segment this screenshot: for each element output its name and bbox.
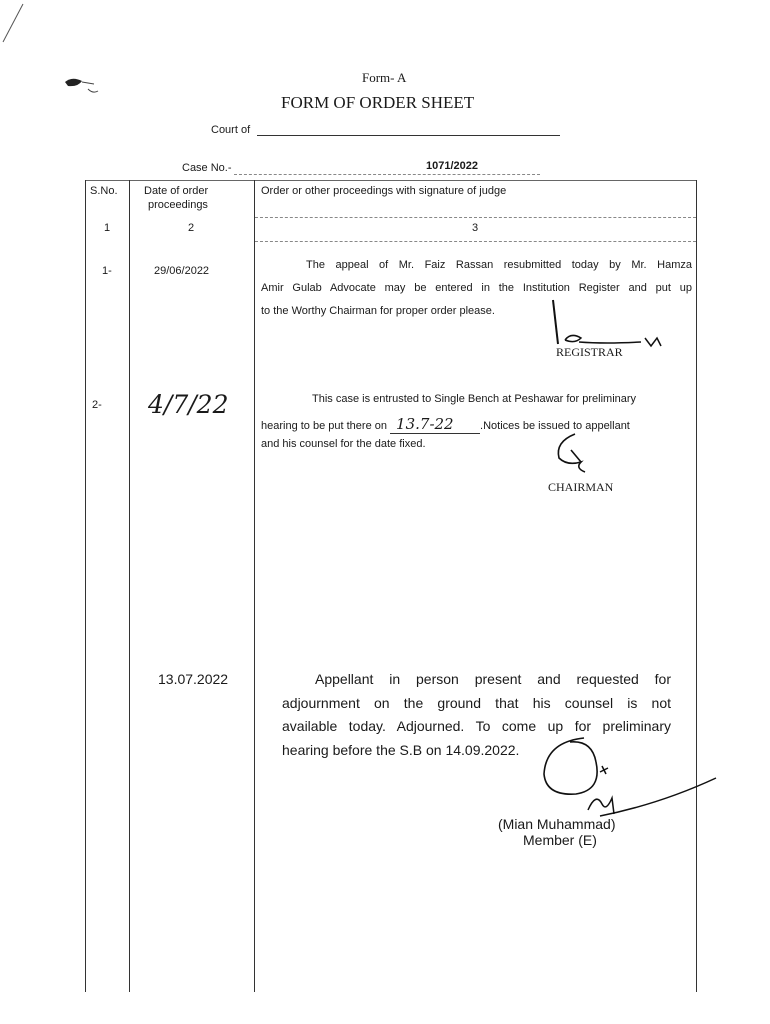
court-label: Court of (211, 124, 251, 136)
entry1-line3: to the Worthy Chairman for proper order please. (261, 305, 495, 317)
entry2-line3: and his counsel for the date fixed. (261, 438, 426, 450)
table-top-border (85, 180, 697, 181)
entry2-line1: This case is entrusted to Single Bench at Peshawar for preliminary (312, 393, 637, 405)
entry2-sno: 2- (92, 399, 102, 411)
column-divider-1 (129, 180, 130, 992)
column-divider-2 (254, 180, 255, 992)
entry2-line2-post: .Notices be issued to appellant (480, 420, 630, 432)
entry2-hearing-date: 13.7-22 (390, 415, 480, 434)
entry3-signatory-name: (Mian Muhammad) (498, 816, 616, 832)
header-num-1: 1 (104, 222, 111, 234)
stamp-smudge (60, 72, 105, 98)
entry1-line2: Amir Gulab Advocate may be entered in the Institution Register and put up (261, 282, 692, 294)
entry3-line4: hearing before the S.B on 14.09.2022. (282, 741, 520, 758)
header-order: Order or other proceedings with signature of judge (261, 185, 507, 197)
entry2-line2-pre: hearing to be put there on (261, 420, 387, 432)
entry3-line3: available today. Adjourned. To come up for preliminary (282, 718, 671, 734)
header-sno: S.No. (90, 185, 118, 197)
entry1-date: 29/06/2022 (154, 265, 210, 277)
entry1-sno: 1- (102, 265, 112, 277)
table-right-border (696, 180, 697, 992)
number-separator (255, 241, 696, 242)
corner-mark (0, 0, 30, 50)
form-label: Form- A (362, 70, 407, 85)
header-num-2: 2 (188, 222, 195, 234)
entry2-signatory: CHAIRMAN (548, 480, 614, 494)
entry3-signatory-title: Member (E) (523, 832, 597, 848)
entry3-line2: adjournment on the ground that his counsel is not (282, 694, 671, 711)
header-date-line1: Date of order (144, 185, 209, 197)
entry3-line1: Appellant in person present and requested for (315, 671, 671, 687)
case-number: 1071/2022 (426, 160, 478, 172)
header-num-3: 3 (472, 222, 479, 234)
table-left-border (85, 180, 86, 992)
header-date-line2: proceedings (148, 199, 208, 211)
chairman-signature (545, 428, 605, 480)
member-signature (540, 734, 720, 822)
entry3-date: 13.07.2022 (158, 671, 229, 687)
entry1-line1: The appeal of Mr. Faiz Rassan resubmitted today by Mr. Hamza (306, 259, 692, 271)
court-underline (257, 135, 560, 136)
entry1-signatory: REGISTRAR (556, 345, 623, 359)
case-label: Case No.- (182, 162, 232, 174)
header-separator (255, 217, 696, 218)
page-title: FORM OF ORDER SHEET (281, 93, 475, 112)
entry2-date: 4/7/22 (148, 390, 229, 419)
case-underline (234, 174, 540, 175)
